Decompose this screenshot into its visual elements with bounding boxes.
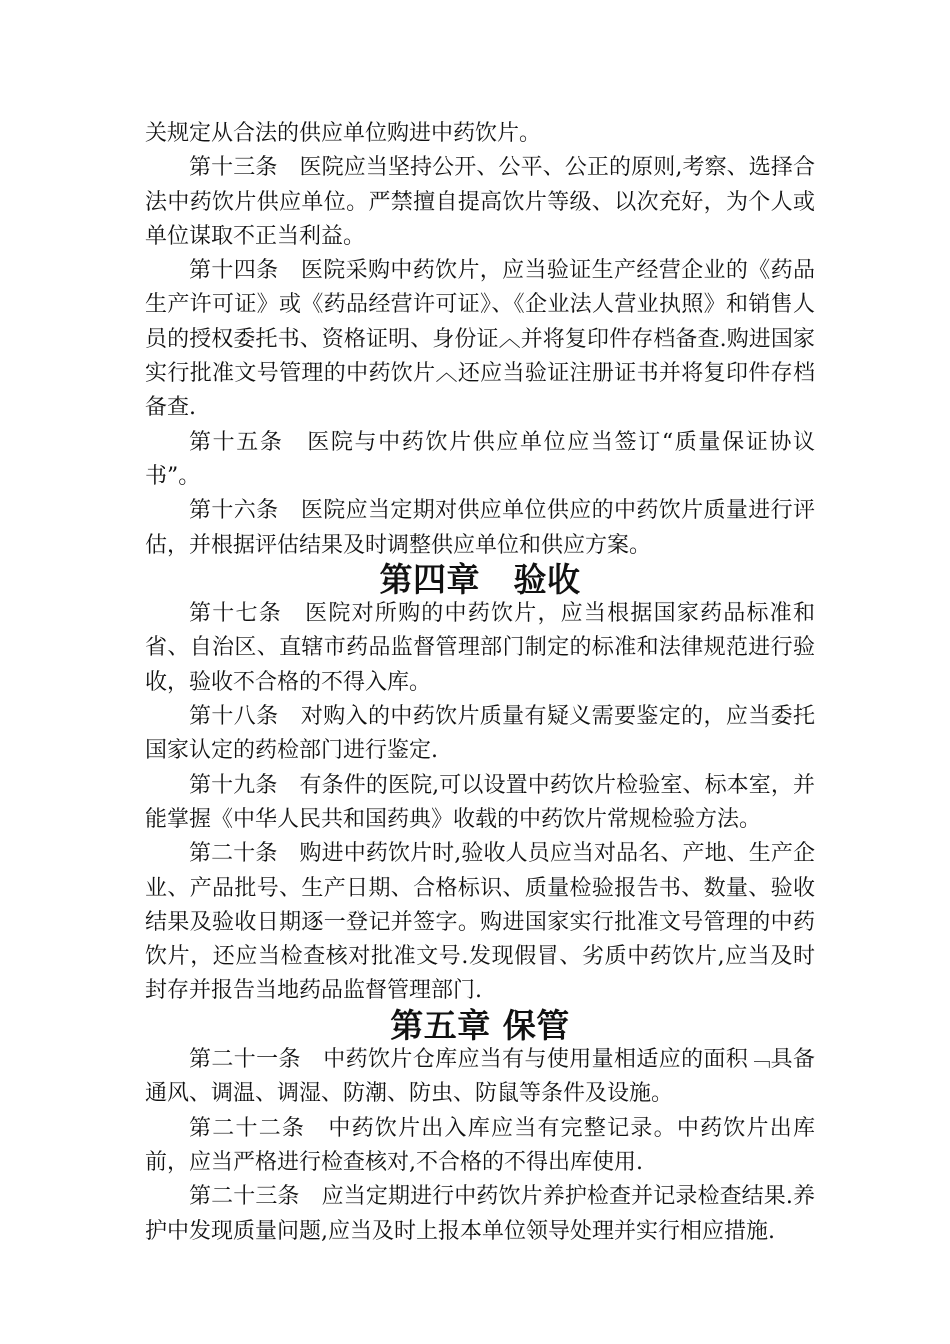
article-17: 第十七条 医院对所购的中药饮片，应当根据国家药品标准和省、自治区、直辖市药品监督管理部门制定的标准和法律规范进行验收，验收不合格的不得入库。 [145,601,815,695]
article-16: 第十六条 医院应当定期对供应单位供应的中药饮片质量进行评估，并根据评估结果及时调整供应单位和供应方案。 [145,498,815,558]
article-20: 第二十条 购进中药饮片时,验收人员应当对品名、产地、生产企业、产品批号、生产日期、合格标识、质量检验报告书、数量、验收结果及验收日期逐一登记并签字。购进国家实行批准文号管理的中药饮片，还应当检查核对批准文号.发现假冒、劣质中药饮片,应当及时封存并报告当地药品监督管理部门. [145,841,815,1004]
article-23: 第二十三条 应当定期进行中药饮片养护检查并记录检查结果.养护中发现质量问题,应当及时上报本单位领导处理并实行相应措施. [145,1184,815,1244]
article-14: 第十四条 医院采购中药饮片，应当验证生产经营企业的《药品生产许可证》或《药品经营许可证》、《企业法人营业执照》和销售人员的授权委托书、资格证明、身份证︿并将复印件存档备查.购进国家实行批准文号管理的中药饮片︿还应当验证注册证书并将复印件存档备查. [145,258,815,421]
article-13: 第十三条 医院应当坚持公开、公平、公正的原则,考察、选择合法中药饮片供应单位。严禁擅自提高饮片等级、以次充好，为个人或单位谋取不正当利益。 [145,155,815,249]
article-21: 第二十一条 中药饮片仓库应当有与使用量相适应的面积﹁具备通风、调温、调湿、防潮、防虫、防鼠等条件及设施。 [145,1047,815,1107]
article-18: 第十八条 对购入的中药饮片质量有疑义需要鉴定的，应当委托国家认定的药检部门进行鉴定. [145,704,815,764]
article-15: 第十五条 医院与中药饮片供应单位应当签订“质量保证协议书”。 [145,429,815,489]
document-page [145,117,815,1249]
chapter-4-heading: 第四章 验收 [379,559,581,599]
article-19: 第十九条 有条件的医院,可以设置中药饮片检验室、标本室，并能掌握《中华人民共和国药典》收载的中药饮片常规检验方法。 [145,772,815,832]
chapter-5-heading: 第五章 保管 [390,1005,570,1045]
paragraph-continuation: 关规定从合法的供应单位购进中药饮片。 [145,121,542,146]
article-22: 第二十二条 中药饮片出入库应当有完整记录。中药饮片出库前，应当严格进行检查核对,不合格的不得出库使用. [145,1115,815,1175]
